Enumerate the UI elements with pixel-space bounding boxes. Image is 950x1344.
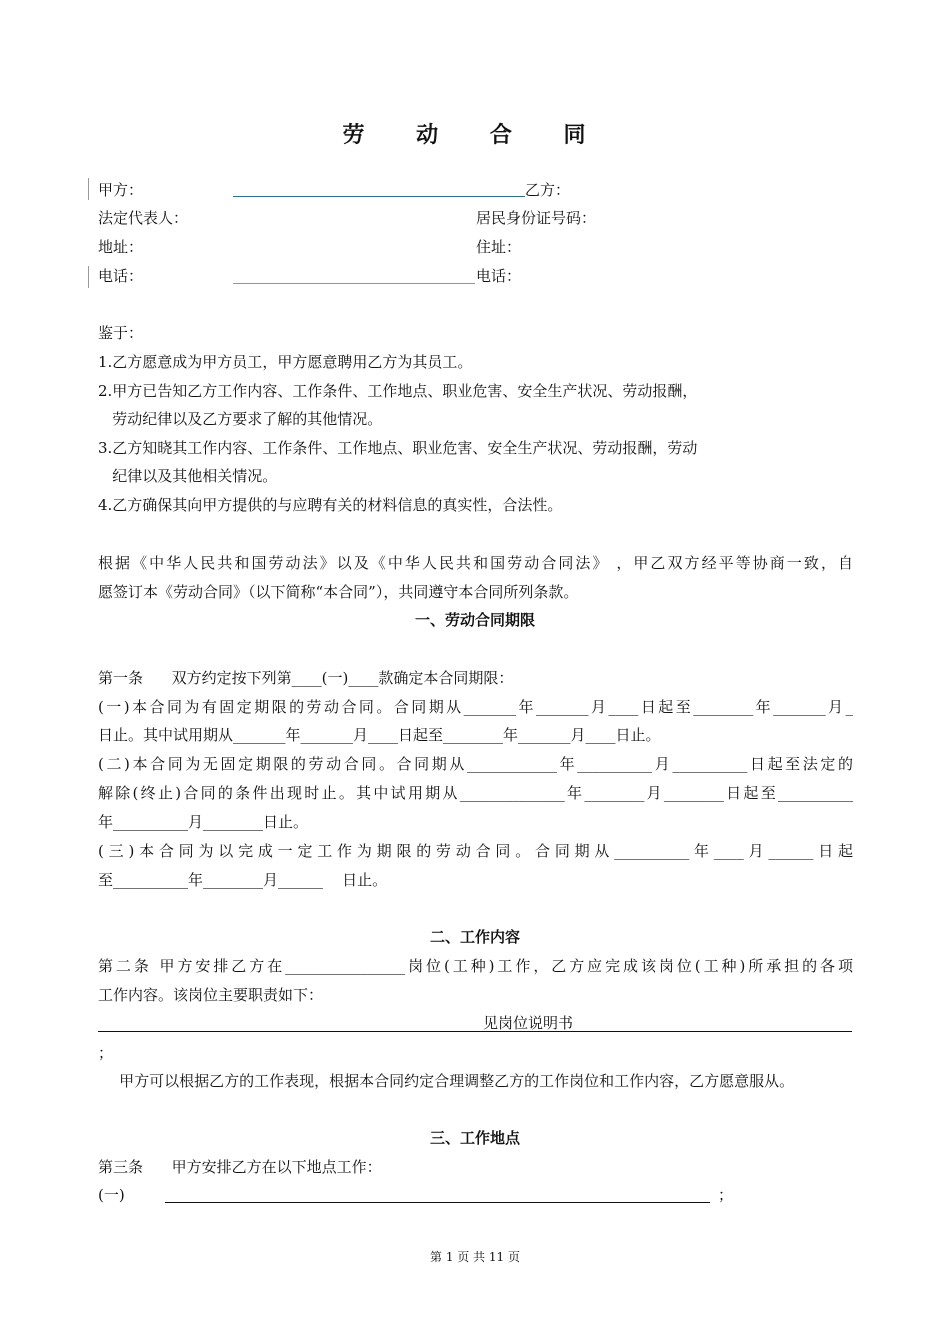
whereas-label: 鉴于： xyxy=(98,324,144,342)
margin-marker xyxy=(88,178,89,200)
section-heading: 一、劳动合同期限 xyxy=(414,611,535,629)
page-number: 第 1 页 共 11 页 xyxy=(430,1250,520,1264)
address-label: 地址： xyxy=(98,238,144,256)
margin-marker xyxy=(88,266,89,288)
section-heading: 二、工作内容 xyxy=(429,928,520,946)
clause-line: 日止。其中试用期从_______年_______月____日起至________年_______月____日止。 xyxy=(98,726,661,744)
clause-line: 第一条 双方约定按下列第____(一)____款确定本合同期限： xyxy=(98,669,514,687)
clause-line: 年__________月________日止。 xyxy=(98,813,309,831)
whereas-item: 2.甲方已告知乙方工作内容、工作条件、工作地点、职业危害、安全生产状况、劳动报酬， xyxy=(98,382,698,400)
clause-line: ； xyxy=(98,1044,114,1062)
preamble-line: 愿签订本《劳动合同》（以下简称“本合同”），共同遵守本合同所列条款。 xyxy=(98,583,579,601)
id-number-label: 居民身份证号码： xyxy=(476,209,597,227)
clause-line: (二)本合同为无固定期限的劳动合同。合同期从____________年__________月__________日起至法定的 xyxy=(98,755,853,773)
phone-a-field[interactable] xyxy=(233,283,475,284)
clause-line: (一) xyxy=(98,1186,125,1204)
clause-line: 第三条 甲方安排乙方在以下地点工作： xyxy=(98,1158,382,1176)
whereas-item: 纪律以及其他相关情况。 xyxy=(98,467,278,485)
whereas-item: 3.乙方知晓其工作内容、工作条件、工作地点、职业危害、安全生产状况、劳动报酬，劳动 xyxy=(98,439,698,457)
phone-a-label: 电话： xyxy=(98,267,144,285)
clause-line: 工作内容。该岗位主要职责如下： xyxy=(98,986,324,1004)
residence-label: 住址： xyxy=(476,238,522,256)
whereas-item: 1.乙方愿意成为甲方员工，甲方愿意聘用乙方为其员工。 xyxy=(98,353,473,371)
phone-b-label: 电话： xyxy=(476,267,522,285)
whereas-item: 劳动纪律以及乙方要求了解的其他情况。 xyxy=(98,410,383,428)
legal-rep-label: 法定代表人： xyxy=(98,209,189,227)
clause-line: (三)本合同为以完成一定工作为期限的劳动合同。合同期从__________年____月______日起 xyxy=(98,842,853,860)
clause-line: 至__________年________月______ 日止。 xyxy=(98,871,388,889)
clause-line: 甲方可以根据乙方的工作表现，根据本合同约定合理调整乙方的工作岗位和工作内容，乙方愿意服从。 xyxy=(100,1072,795,1090)
preamble-line: 根据《中华人民共和国劳动法》以及《中华人民共和国劳动合同法》 ，甲乙双方经平等协商一致，自 xyxy=(98,554,853,572)
whereas-item: 4.乙方确保其向甲方提供的与应聘有关的材料信息的真实性，合法性。 xyxy=(98,496,563,514)
document-title: 劳 动 合 同 xyxy=(342,122,608,148)
work-location-field[interactable] xyxy=(165,1202,710,1203)
duties-value: 见岗位说明书 xyxy=(483,1014,574,1032)
section-heading: 三、工作地点 xyxy=(429,1129,520,1147)
party-a-field[interactable] xyxy=(233,196,525,197)
clause-line: ； xyxy=(718,1186,734,1204)
party-a-label: 甲方： xyxy=(98,181,144,199)
clause-line: 解除(终止)合同的条件出现时止。其中试用期从______________年________月________日起至__________ xyxy=(98,784,853,802)
party-b-label: 乙方： xyxy=(525,181,571,199)
duties-field[interactable] xyxy=(98,1031,852,1032)
clause-line: (一)本合同为有固定期限的劳动合同。合同期从_______年_______月____日起至________年_______月_ xyxy=(98,698,853,716)
clause-line: 第二条 甲方安排乙方在________________岗位(工种)工作，乙方应完成该岗位(工种)所承担的各项 xyxy=(98,957,853,975)
